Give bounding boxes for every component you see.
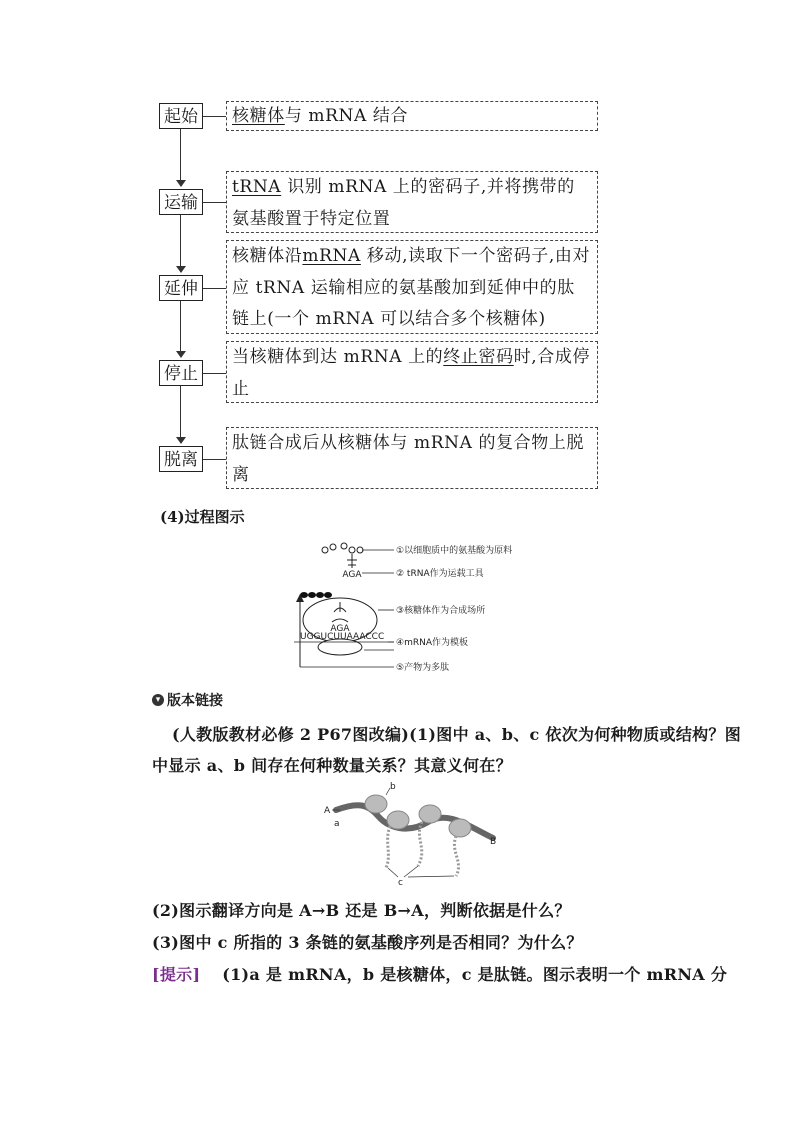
flow-connector	[180, 129, 181, 181]
question-1-line-2: 中显示 a、b 间存在何种数量关系？其意义何在？	[152, 756, 512, 775]
stage-connector	[203, 116, 226, 117]
stage-connector	[203, 373, 226, 374]
label-amino-acid: ①以细胞质中的氨基酸为原料	[396, 546, 513, 556]
trna-icon	[347, 554, 357, 568]
chevron-down-icon: ▾	[152, 694, 164, 706]
stage-elongation: 延伸	[159, 275, 203, 301]
label-b: b	[390, 782, 396, 792]
arrow-down-icon	[176, 180, 186, 187]
arrow-down-icon	[176, 437, 186, 444]
label-mrna: ④mRNA作为模板	[396, 638, 468, 648]
ribosome-anticodon: AGA	[330, 624, 350, 634]
stage-initiation: 起始	[159, 103, 203, 129]
question-3: (3)图中 c 所指的 3 条链的氨基酸序列是否相同？为什么？	[152, 933, 583, 952]
stage-initiation-desc: 核糖体与 mRNA 结合	[226, 101, 598, 131]
stage-connector	[203, 202, 226, 203]
flow-connector	[180, 386, 181, 438]
version-link-badge	[152, 690, 223, 710]
stage-termination-desc: 当核糖体到达 mRNA 上的终止密码时,合成停止	[226, 341, 598, 403]
arrow-down-icon	[176, 351, 186, 358]
question-1-line-1: (人教版教材必修 2 P67图改编)(1)图中 a、b、c 依次为何种物质或结构？图	[172, 725, 742, 744]
label-peptide: ⑤产物为多肽	[396, 663, 450, 672]
label-ribosome: ③核糖体作为合成场所	[396, 606, 486, 616]
tip-line	[152, 962, 727, 985]
badge-label: 版本链接	[167, 693, 223, 709]
stage-release: 脱离	[159, 446, 203, 472]
flow-connector	[180, 301, 181, 352]
label-trna: ② tRNA作为运载工具	[396, 569, 484, 579]
label-c: c	[398, 878, 403, 888]
tip-label: [提示]	[152, 965, 201, 984]
amino-acid-beads	[322, 543, 363, 553]
ribosome-icon	[449, 819, 471, 837]
label-A: A	[324, 806, 331, 816]
peptide-chain	[386, 826, 390, 868]
arrow-down-icon	[176, 266, 186, 273]
ribosome-icon	[419, 805, 441, 823]
translation-process-figure	[290, 540, 550, 672]
peptide-chain	[300, 592, 332, 598]
stage-connector	[203, 459, 226, 460]
trna-anticodon: AGA	[342, 570, 362, 580]
label-B: B	[490, 837, 497, 847]
stage-release-desc: 肽链合成后从核糖体与 mRNA 的复合物上脱离	[226, 427, 598, 489]
stage-termination: 停止	[159, 360, 203, 386]
stage-elongation-desc: 核糖体沿mRNA 移动,读取下一个密码子,由对应 tRNA 运输相应的氨基酸加到延伸中的肽链上(一个 mRNA 可以结合多个核糖体)	[226, 240, 598, 334]
mrna-sequence: UGGUCUUAAACCC	[300, 632, 385, 642]
label-a: a	[334, 819, 340, 829]
section-4-heading: (4)过程图示	[160, 508, 245, 526]
tip-text: (1)a 是 mRNA，b 是核糖体，c 是肽链。图示表明一个 mRNA 分	[222, 965, 728, 984]
polysome-figure	[318, 782, 508, 892]
stage-transport-desc: tRNA 识别 mRNA 上的密码子,并将携带的氨基酸置于特定位置	[226, 171, 598, 233]
stage-connector	[203, 288, 226, 289]
ribosome-icon	[365, 795, 387, 813]
question-2: (2)图示翻译方向是 A→B 还是 B→A，判断依据是什么？	[152, 901, 571, 920]
stage-transport: 运输	[159, 189, 203, 215]
flow-connector	[180, 215, 181, 267]
peptide-chain	[454, 836, 458, 876]
